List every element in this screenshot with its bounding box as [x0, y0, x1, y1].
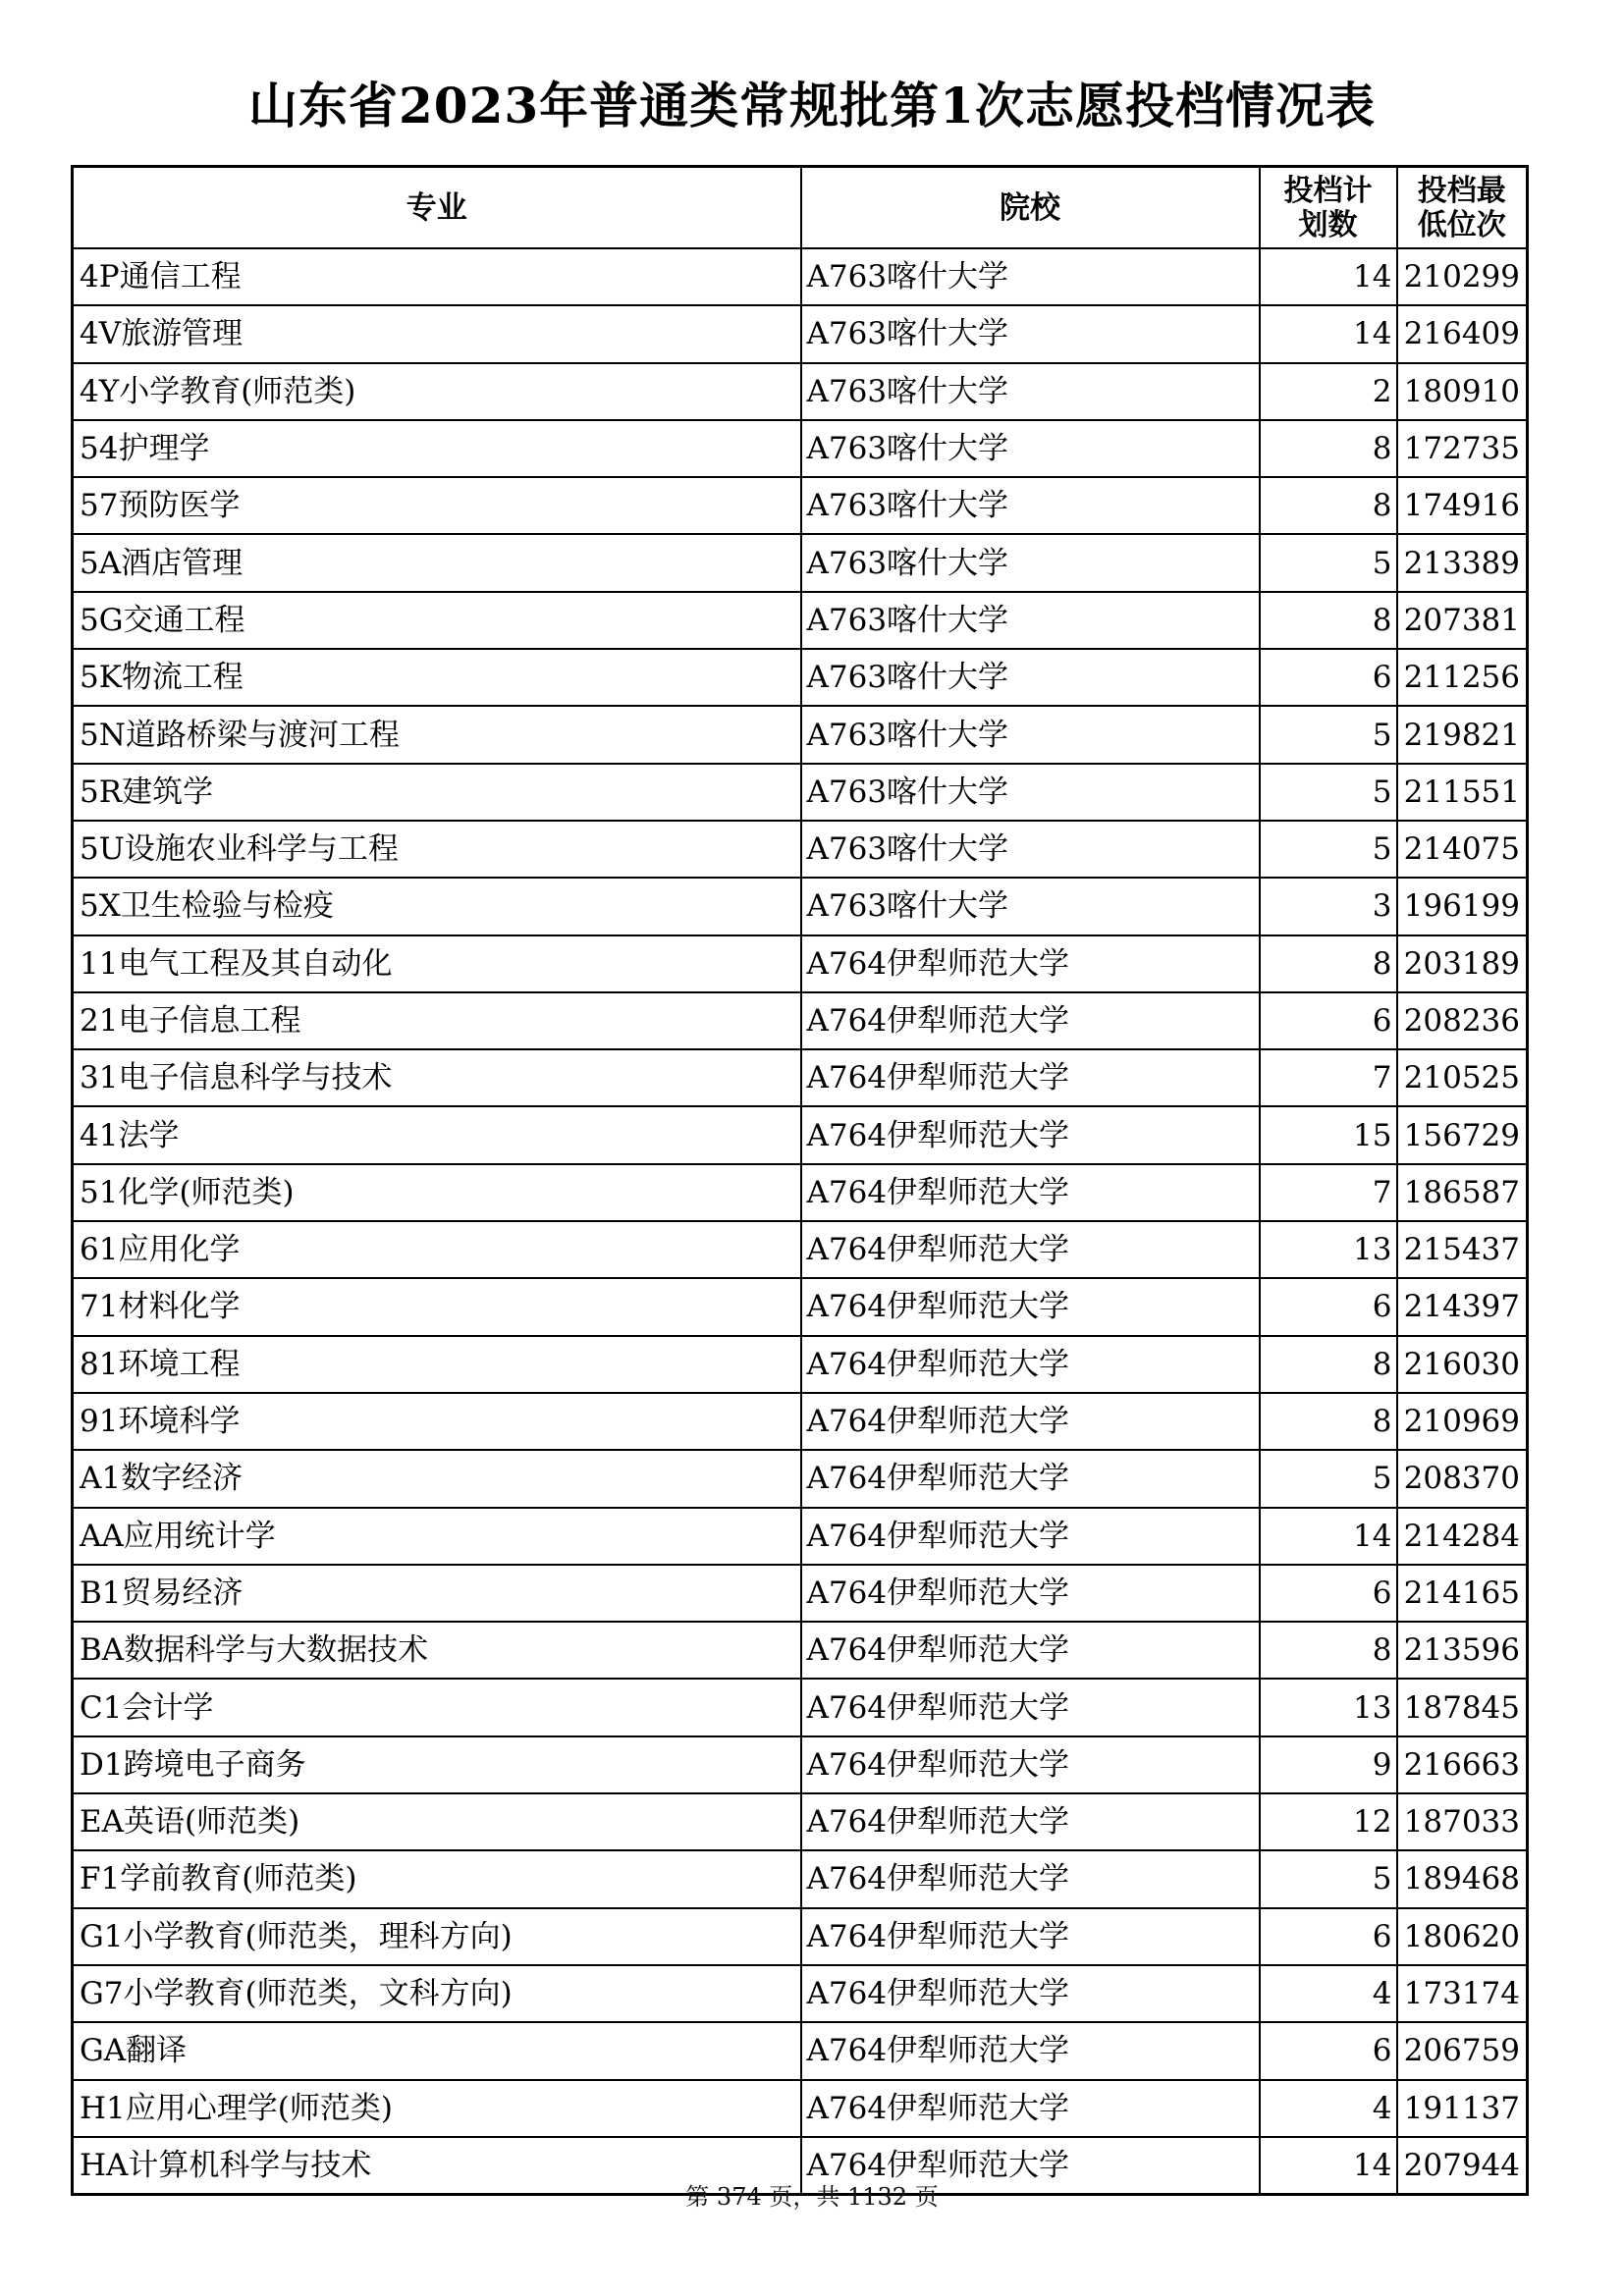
cell-plan-count: 6 [1260, 1278, 1397, 1335]
cell-school: A763喀什大学 [801, 592, 1260, 649]
cell-major: 71材料化学 [73, 1278, 801, 1335]
cell-min-rank: 196199 [1397, 878, 1528, 934]
cell-min-rank: 215437 [1397, 1221, 1528, 1278]
page-title: 山东省2023年普通类常规批第1次志愿投档情况表 [248, 77, 1376, 134]
cell-plan-count: 14 [1260, 2137, 1397, 2195]
admission-table [71, 165, 1529, 2196]
table-row [73, 248, 1528, 305]
cell-school: A764伊犁师范大学 [801, 1679, 1260, 1735]
cell-min-rank: 187845 [1397, 1679, 1528, 1735]
cell-major: 57预防医学 [73, 477, 801, 534]
table-row [73, 363, 1528, 420]
cell-school: A764伊犁师范大学 [801, 2022, 1260, 2079]
cell-major: 5G交通工程 [73, 592, 801, 649]
cell-school: A764伊犁师范大学 [801, 1393, 1260, 1450]
table-row [73, 305, 1528, 362]
cell-plan-count: 6 [1260, 649, 1397, 706]
cell-min-rank: 211551 [1397, 764, 1528, 821]
cell-plan-count: 5 [1260, 706, 1397, 763]
cell-plan-count: 12 [1260, 1793, 1397, 1850]
cell-plan-count: 8 [1260, 935, 1397, 992]
cell-school: A764伊犁师范大学 [801, 1622, 1260, 1679]
cell-min-rank: 210299 [1397, 248, 1528, 305]
cell-min-rank: 203189 [1397, 935, 1528, 992]
header-rank-line2: 低位次 [1417, 207, 1506, 242]
cell-plan-count: 5 [1260, 821, 1397, 878]
cell-school: A764伊犁师范大学 [801, 1221, 1260, 1278]
cell-school: A764伊犁师范大学 [801, 935, 1260, 992]
table-row [73, 534, 1528, 591]
cell-plan-count: 6 [1260, 1908, 1397, 1965]
table-row [73, 1965, 1528, 2022]
table-row [73, 2022, 1528, 2079]
cell-school: A764伊犁师范大学 [801, 1049, 1260, 1106]
cell-major: 91环境科学 [73, 1393, 801, 1450]
table-row [73, 1850, 1528, 1907]
cell-school: A764伊犁师范大学 [801, 1508, 1260, 1565]
table-row [73, 821, 1528, 878]
cell-min-rank: 173174 [1397, 1965, 1528, 2022]
cell-school: A763喀什大学 [801, 534, 1260, 591]
cell-major: 5X卫生检验与检疫 [73, 878, 801, 934]
cell-major: GA翻译 [73, 2022, 801, 2079]
table-row [73, 1049, 1528, 1106]
table-body [73, 248, 1528, 2195]
cell-plan-count: 6 [1260, 2022, 1397, 2079]
cell-major: 5K物流工程 [73, 649, 801, 706]
cell-min-rank: 214284 [1397, 1508, 1528, 1565]
cell-min-rank: 213596 [1397, 1622, 1528, 1679]
cell-major: H1应用心理学(师范类) [73, 2080, 801, 2137]
header-plan-line1: 投档计 [1283, 173, 1373, 208]
cell-school: A763喀什大学 [801, 821, 1260, 878]
cell-plan-count: 5 [1260, 1850, 1397, 1907]
cell-school: A764伊犁师范大学 [801, 1565, 1260, 1622]
cell-min-rank: 214397 [1397, 1278, 1528, 1335]
cell-major: 5A酒店管理 [73, 534, 801, 591]
cell-major: 4Y小学教育(师范类) [73, 363, 801, 420]
cell-school: A764伊犁师范大学 [801, 1278, 1260, 1335]
cell-min-rank: 180910 [1397, 363, 1528, 420]
cell-major: BA数据科学与大数据技术 [73, 1622, 801, 1679]
cell-plan-count: 13 [1260, 1221, 1397, 1278]
table-row [73, 1736, 1528, 1793]
cell-plan-count: 8 [1260, 592, 1397, 649]
cell-school: A763喀什大学 [801, 363, 1260, 420]
cell-major: EA英语(师范类) [73, 1793, 801, 1850]
cell-plan-count: 14 [1260, 305, 1397, 362]
cell-min-rank: 206759 [1397, 2022, 1528, 2079]
table-row [73, 1622, 1528, 1679]
cell-min-rank: 216030 [1397, 1336, 1528, 1393]
cell-min-rank: 191137 [1397, 2080, 1528, 2137]
cell-min-rank: 210969 [1397, 1393, 1528, 1450]
cell-major: G1小学教育(师范类，理科方向) [73, 1908, 801, 1965]
cell-school: A763喀什大学 [801, 420, 1260, 477]
table-row [73, 477, 1528, 534]
cell-min-rank: 207944 [1397, 2137, 1528, 2195]
cell-min-rank: 174916 [1397, 477, 1528, 534]
header-school: 院校 [801, 167, 1260, 249]
table-row [73, 1508, 1528, 1565]
cell-school: A763喀什大学 [801, 706, 1260, 763]
cell-major: D1跨境电子商务 [73, 1736, 801, 1793]
cell-plan-count: 6 [1260, 992, 1397, 1049]
table-row [73, 1106, 1528, 1163]
cell-major: 4P通信工程 [73, 248, 801, 305]
table-row [73, 764, 1528, 821]
cell-plan-count: 7 [1260, 1164, 1397, 1221]
table-row [73, 592, 1528, 649]
table-row [73, 992, 1528, 1049]
cell-min-rank: 208370 [1397, 1450, 1528, 1507]
cell-plan-count: 14 [1260, 248, 1397, 305]
cell-min-rank: 214075 [1397, 821, 1528, 878]
cell-plan-count: 6 [1260, 1565, 1397, 1622]
header-min-rank [1397, 167, 1528, 249]
cell-major: B1贸易经济 [73, 1565, 801, 1622]
cell-school: A763喀什大学 [801, 649, 1260, 706]
table-row [73, 1679, 1528, 1735]
cell-major: 61应用化学 [73, 1221, 801, 1278]
cell-plan-count: 7 [1260, 1049, 1397, 1106]
table-row [73, 1278, 1528, 1335]
header-plan-line2: 划数 [1298, 207, 1358, 242]
cell-plan-count: 4 [1260, 2080, 1397, 2137]
cell-plan-count: 14 [1260, 1508, 1397, 1565]
cell-school: A764伊犁师范大学 [801, 1164, 1260, 1221]
cell-min-rank: 210525 [1397, 1049, 1528, 1106]
cell-plan-count: 4 [1260, 1965, 1397, 2022]
cell-school: A764伊犁师范大学 [801, 1850, 1260, 1907]
cell-min-rank: 219821 [1397, 706, 1528, 763]
cell-school: A763喀什大学 [801, 878, 1260, 934]
cell-plan-count: 8 [1260, 477, 1397, 534]
cell-min-rank: 187033 [1397, 1793, 1528, 1850]
cell-min-rank: 189468 [1397, 1850, 1528, 1907]
table-row [73, 1565, 1528, 1622]
table-row [73, 1221, 1528, 1278]
table-row [73, 1336, 1528, 1393]
header-plan-count [1260, 167, 1397, 249]
cell-major: 5U设施农业科学与工程 [73, 821, 801, 878]
cell-plan-count: 3 [1260, 878, 1397, 934]
cell-major: AA应用统计学 [73, 1508, 801, 1565]
cell-school: A764伊犁师范大学 [801, 1908, 1260, 1965]
cell-school: A763喀什大学 [801, 248, 1260, 305]
cell-school: A764伊犁师范大学 [801, 1336, 1260, 1393]
table-row [73, 1793, 1528, 1850]
cell-major: 5R建筑学 [73, 764, 801, 821]
table-row [73, 935, 1528, 992]
header-major: 专业 [73, 167, 801, 249]
cell-major: 31电子信息科学与技术 [73, 1049, 801, 1106]
table-row [73, 1393, 1528, 1450]
header-rank-line1: 投档最 [1417, 173, 1506, 208]
cell-school: A763喀什大学 [801, 477, 1260, 534]
cell-major: HA计算机科学与技术 [73, 2137, 801, 2195]
cell-major: 5N道路桥梁与渡河工程 [73, 706, 801, 763]
table-row [73, 649, 1528, 706]
cell-major: 51化学(师范类) [73, 1164, 801, 1221]
cell-plan-count: 8 [1260, 1622, 1397, 1679]
table-header-row [73, 167, 1528, 249]
cell-school: A764伊犁师范大学 [801, 1965, 1260, 2022]
table-row [73, 706, 1528, 763]
cell-plan-count: 8 [1260, 1393, 1397, 1450]
cell-school: A764伊犁师范大学 [801, 1736, 1260, 1793]
cell-school: A764伊犁师范大学 [801, 2080, 1260, 2137]
table-row [73, 1164, 1528, 1221]
cell-major: 11电气工程及其自动化 [73, 935, 801, 992]
cell-plan-count: 5 [1260, 534, 1397, 591]
table-row [73, 420, 1528, 477]
cell-min-rank: 208236 [1397, 992, 1528, 1049]
table-row [73, 878, 1528, 934]
cell-school: A764伊犁师范大学 [801, 2137, 1260, 2195]
cell-major: A1数字经济 [73, 1450, 801, 1507]
cell-plan-count: 13 [1260, 1679, 1397, 1735]
cell-plan-count: 15 [1260, 1106, 1397, 1163]
cell-school: A764伊犁师范大学 [801, 992, 1260, 1049]
cell-major: 21电子信息工程 [73, 992, 801, 1049]
cell-school: A764伊犁师范大学 [801, 1793, 1260, 1850]
cell-school: A763喀什大学 [801, 305, 1260, 362]
cell-school: A764伊犁师范大学 [801, 1450, 1260, 1507]
table-row [73, 1908, 1528, 1965]
page-footer: 第 374 页，共 1132 页 [685, 2183, 939, 2211]
cell-min-rank: 207381 [1397, 592, 1528, 649]
cell-major: 4V旅游管理 [73, 305, 801, 362]
cell-plan-count: 8 [1260, 420, 1397, 477]
cell-min-rank: 180620 [1397, 1908, 1528, 1965]
cell-plan-count: 9 [1260, 1736, 1397, 1793]
cell-plan-count: 5 [1260, 1450, 1397, 1507]
cell-plan-count: 5 [1260, 764, 1397, 821]
cell-min-rank: 172735 [1397, 420, 1528, 477]
table-row [73, 2080, 1528, 2137]
cell-plan-count: 2 [1260, 363, 1397, 420]
cell-major: 54护理学 [73, 420, 801, 477]
cell-major: 41法学 [73, 1106, 801, 1163]
cell-min-rank: 214165 [1397, 1565, 1528, 1622]
admission-table-container [71, 165, 1529, 2196]
table-row [73, 1450, 1528, 1507]
cell-min-rank: 216663 [1397, 1736, 1528, 1793]
cell-min-rank: 211256 [1397, 649, 1528, 706]
cell-major: G7小学教育(师范类，文科方向) [73, 1965, 801, 2022]
cell-min-rank: 213389 [1397, 534, 1528, 591]
cell-min-rank: 216409 [1397, 305, 1528, 362]
cell-school: A763喀什大学 [801, 764, 1260, 821]
cell-major: C1会计学 [73, 1679, 801, 1735]
cell-school: A764伊犁师范大学 [801, 1106, 1260, 1163]
cell-major: F1学前教育(师范类) [73, 1850, 801, 1907]
cell-min-rank: 186587 [1397, 1164, 1528, 1221]
cell-major: 81环境工程 [73, 1336, 801, 1393]
cell-plan-count: 8 [1260, 1336, 1397, 1393]
cell-min-rank: 156729 [1397, 1106, 1528, 1163]
